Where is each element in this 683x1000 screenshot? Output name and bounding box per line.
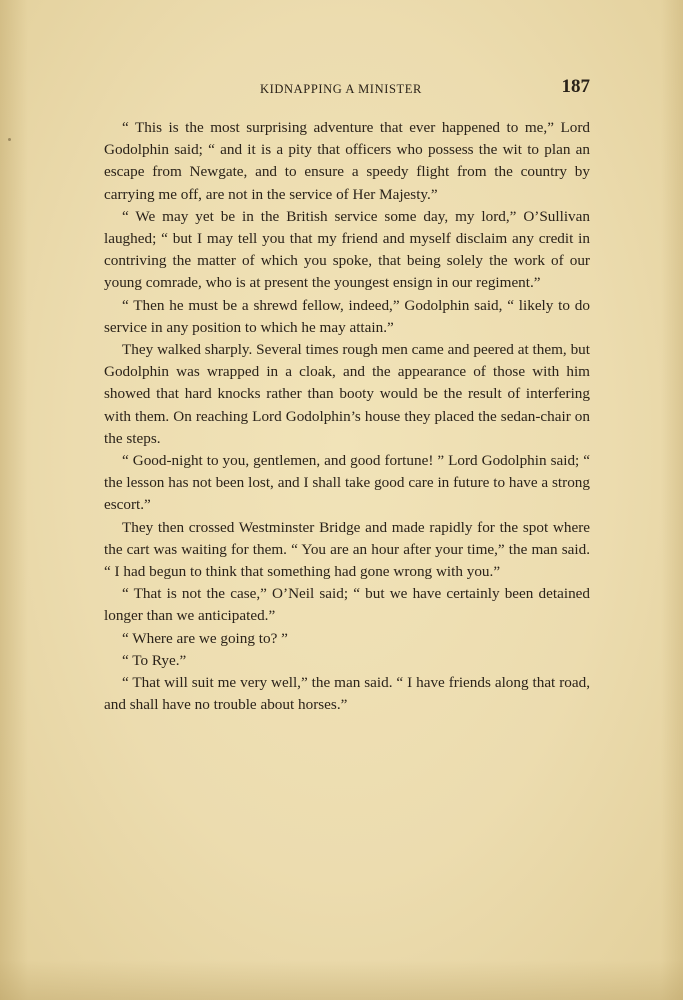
body-text	[104, 117, 590, 716]
paragraph: “ We may yet be in the British service some day, my lord,” O’Sullivan laughed; “ but I may tell you that my friend and myself disclaim any credit in contriving the matter of which you spoke, that being solely the work of our young comrade, who is at present the youngest ensign in our regiment.”	[104, 207, 590, 292]
paragraph: They then crossed Westminster Bridge and made rapidly for the spot where the cart was waiting for them. “ You are an hour after your time,” the man said. “ I had begun to think that something had gone wrong with you.”	[104, 518, 590, 581]
paragraph: “ Good-night to you, gentlemen, and good fortune! ” Lord Godolphin said; “ the lesson has not been lost, and I shall take good care in future to have a strong escort.”	[104, 452, 590, 514]
page-edge-shadow-right	[661, 0, 683, 1000]
paragraph: “ This is the most surprising adventure that ever happened to me,” Lord Godolphin said; “ and it is a pity that officers who possess the wit to plan an escape from Newgate, and to ensure a speedy flight from the country by carrying me off, are not in the service of Her Majesty.”	[104, 119, 590, 203]
paragraph: “ That is not the case,” O’Neil said; “ but we have certainly been detained longer than we anticipated.”	[104, 585, 590, 625]
running-header	[104, 72, 590, 102]
page-number: 187	[561, 76, 590, 97]
chapter-title: KIDNAPPING A MINISTER	[260, 82, 422, 96]
paragraph: “ Where are we going to? ”	[122, 629, 288, 647]
page-edge-shadow-left	[0, 0, 28, 1000]
paragraph: “ To Rye.”	[122, 651, 187, 669]
paper-speck	[8, 138, 11, 141]
page-edge-shadow-bottom	[0, 960, 683, 1000]
paragraph: They walked sharply. Several times rough men came and peered at them, but Godolphin was wrapped in a cloak, and the appearance of those with him showed that hard knocks rather than booty would be the result of interfering with them. On reaching Lord Godolphin’s house they placed the sedan-chair on the steps.	[104, 341, 590, 447]
paragraph: “ That will suit me very well,” the man said. “ I have friends along that road, and shall have no trouble about horses.”	[104, 674, 590, 714]
paragraph: “ Then he must be a shrewd fellow, indeed,” Godolphin said, “ likely to do service in any position to which he may attain.”	[104, 296, 590, 336]
